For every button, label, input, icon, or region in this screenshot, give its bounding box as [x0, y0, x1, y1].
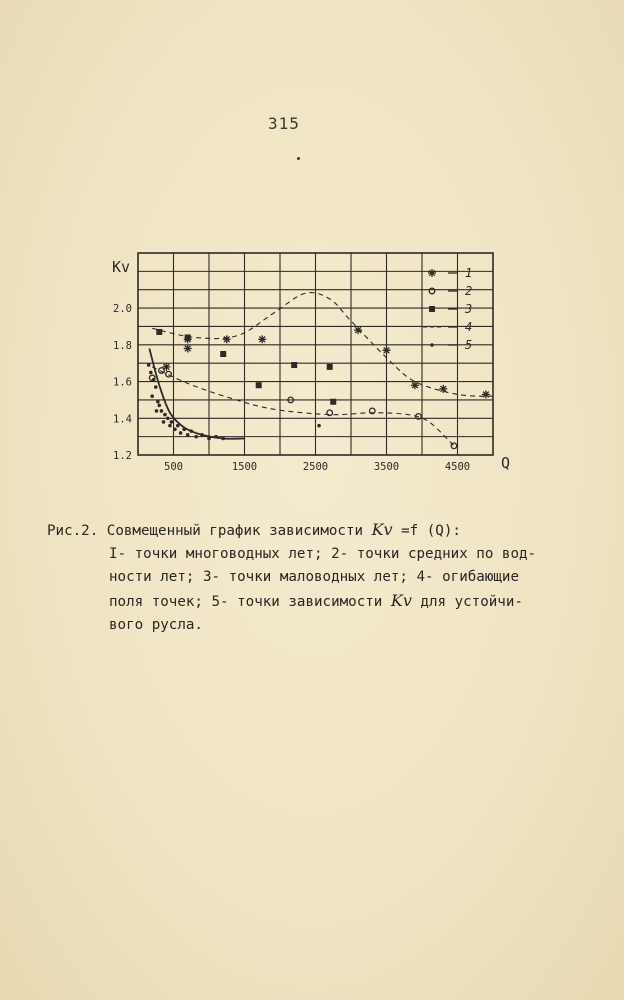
- series-1-point: [411, 381, 419, 389]
- series-5-point: [162, 420, 166, 424]
- caption-title: Рис.2. Совмещенный график зависимости: [47, 523, 372, 539]
- series-3-point: [330, 399, 336, 405]
- caption-line-4-prefix: поля точек; 5- точки зависимости: [109, 594, 391, 610]
- series-5-point: [317, 424, 321, 428]
- series-1-point: [482, 390, 490, 398]
- series-5-point: [194, 435, 198, 439]
- caption-formula-kv-2: Kv: [390, 591, 412, 610]
- series-1-point: [383, 346, 391, 354]
- series-5-point: [170, 420, 174, 424]
- y-tick-label: 1.2: [113, 450, 132, 462]
- legend-swatch-2: [429, 288, 435, 294]
- legend-label-2: 2: [465, 284, 473, 298]
- series-5-point: [147, 363, 151, 367]
- x-tick-label: 2500: [302, 461, 329, 473]
- series-3-point: [327, 364, 333, 370]
- series-3-point: [220, 351, 226, 357]
- series-5-point: [179, 431, 183, 435]
- series-5-point: [163, 413, 167, 417]
- series-5-point: [173, 427, 177, 431]
- legend-label-1: 1: [465, 266, 473, 280]
- series-5-point: [155, 409, 159, 413]
- series-5-point: [166, 416, 170, 420]
- series-1-point: [184, 344, 192, 352]
- series-3-point: [156, 329, 162, 335]
- series-5-point: [186, 433, 190, 437]
- caption-line-4-suffix: для устойчи-: [411, 594, 523, 610]
- x-tick-label: 500: [164, 461, 183, 473]
- series-5-point: [158, 404, 162, 408]
- x-tick-label: 4500: [444, 461, 471, 473]
- series-3-point: [185, 334, 191, 340]
- legend-label-4: 4: [465, 320, 473, 334]
- caption-line-4: [47, 589, 567, 614]
- series-3-point: [256, 382, 262, 388]
- legend-swatch-5: [430, 343, 434, 347]
- series-5-point: [156, 400, 160, 404]
- x-axis-label: Q: [501, 454, 511, 472]
- series-3-point: [291, 362, 297, 368]
- series-1-point: [258, 335, 266, 343]
- series-5-point: [154, 385, 158, 389]
- series-1-point: [354, 326, 362, 334]
- caption-formula-kv: Kv: [371, 520, 393, 539]
- y-tick-label: 2.0: [113, 303, 132, 316]
- x-tick-label: 3500: [373, 461, 400, 473]
- series-5-point: [149, 371, 153, 375]
- series-5-point: [152, 378, 156, 382]
- series-5-curve: [149, 348, 244, 438]
- caption-line-2: I- точки многоводных лет; 2- точки средних по вод-: [109, 546, 537, 562]
- legend-label-3: 3: [465, 302, 473, 316]
- y-axis-label: Kv: [112, 258, 131, 276]
- caption-line-5: вого русла.: [109, 617, 203, 633]
- y-tick-label: 1.6: [113, 376, 132, 389]
- legend-swatch-1: [428, 269, 436, 277]
- legend-swatch-3: [429, 306, 435, 312]
- page-number: 315: [268, 114, 300, 133]
- caption-line-3: ности лет; 3- точки маловодных лет; 4- огибающие: [109, 569, 519, 585]
- legend-label-5: 5: [465, 338, 473, 352]
- x-tick-label: 1500: [231, 461, 258, 473]
- series-1-point: [223, 335, 231, 343]
- series-5-point: [168, 424, 172, 428]
- caption-line-1: [47, 518, 567, 543]
- y-tick-label: 1.4: [113, 413, 132, 426]
- caption-formula-fq: =f (Q):: [401, 523, 461, 539]
- figure-caption: [47, 518, 567, 637]
- series-5-point: [160, 409, 164, 413]
- y-tick-label: 1.8: [113, 339, 132, 352]
- series-5-point: [150, 394, 154, 398]
